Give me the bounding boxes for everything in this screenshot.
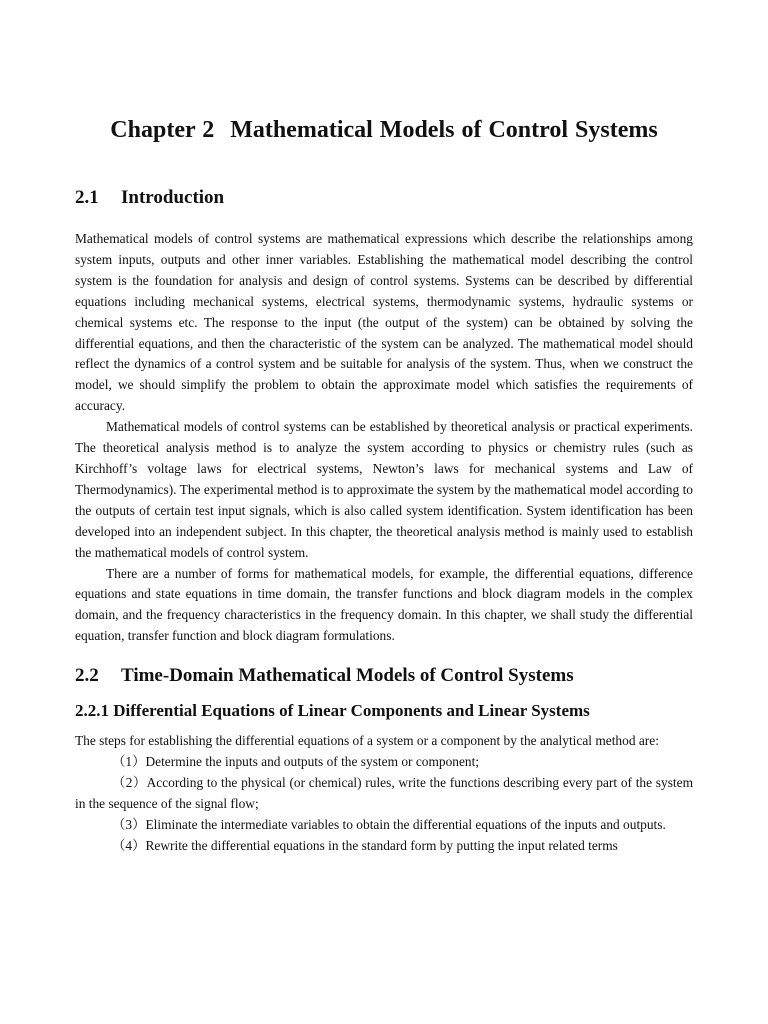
- section-title-text: Time-Domain Mathematical Models of Control Systems: [121, 665, 574, 687]
- subsection-heading-2-2-1: 2.2.1 Differential Equations of Linear Components and Linear Systems: [75, 701, 590, 721]
- section-heading-2-1: [75, 185, 693, 211]
- section-number: 2.1: [75, 187, 99, 208]
- chapter-title: [75, 0, 693, 148]
- section-heading-2-2: [75, 663, 693, 689]
- section-number: 2.2: [75, 665, 99, 687]
- step-item-4: （4）Rewrite the differential equations in the standard form by putting the input related terms: [112, 837, 618, 853]
- paragraph-steps-intro: The steps for establishing the differential equations of a system or a component by the analytical method are:: [75, 733, 659, 749]
- paragraph-intro-2: Mathematical models of control systems can be established by theoretical analysis or practical experiments. The theoretical analysis method is to analyze the system according to physics or chemistry rules (such as Kirchhoff’s voltage laws for electrical systems, Newton’s laws for mechanical systems and Law of Thermodynamics). The experimental method is to approximate the system by the mathematical model according to the outputs of certain test input signals, which is also called system identification. System identification has been developed into an independent subject. In this chapter, the theoretical analysis method is mainly used to establish the mathematical models of control system.: [75, 419, 693, 560]
- paragraph-intro-3: There are a number of forms for mathematical models, for example, the differential equations, difference equations and state equations in time domain, the transfer functions and block diagram models in the complex domain, and the frequency characteristics in the frequency domain. In this chapter, we shall study the differential equation, transfer function and block diagram formulations.: [75, 565, 693, 644]
- chapter-title-text: Mathematical Models of Control Systems: [230, 117, 658, 143]
- paragraph-intro-1: Mathematical models of control systems are mathematical expressions which describe the relationships among system inputs, outputs and other inner variables. Establishing the mathematical model describing the control system is the foundation for analysis and design of control systems. Systems can be described by differential equations including mechanical systems, electrical systems, thermodynamic systems, hydraulic systems or chemical systems etc. The response to the input (the output of the system) can be obtained by solving the differential equations, and then the characteristic of the system can be analyzed. The mathematical model should reflect the dynamics of a control system and be suitable for analysis of the system. Thus, when we construct the model, we should simplify the problem to obtain the approximate model which satisfies the requirements of accuracy.: [75, 231, 693, 414]
- chapter-number: Chapter 2: [110, 117, 215, 143]
- step-item-1: （1）Determine the inputs and outputs of the system or component;: [112, 754, 480, 770]
- section-title-text: Introduction: [121, 187, 225, 208]
- step-item-2: （2）According to the physical (or chemical) rules, write the functions describing every part of the system in the sequence of the signal flow;: [75, 774, 693, 811]
- step-item-3: （3）Eliminate the intermediate variables to obtain the differential equations of the inputs and outputs.: [112, 816, 666, 832]
